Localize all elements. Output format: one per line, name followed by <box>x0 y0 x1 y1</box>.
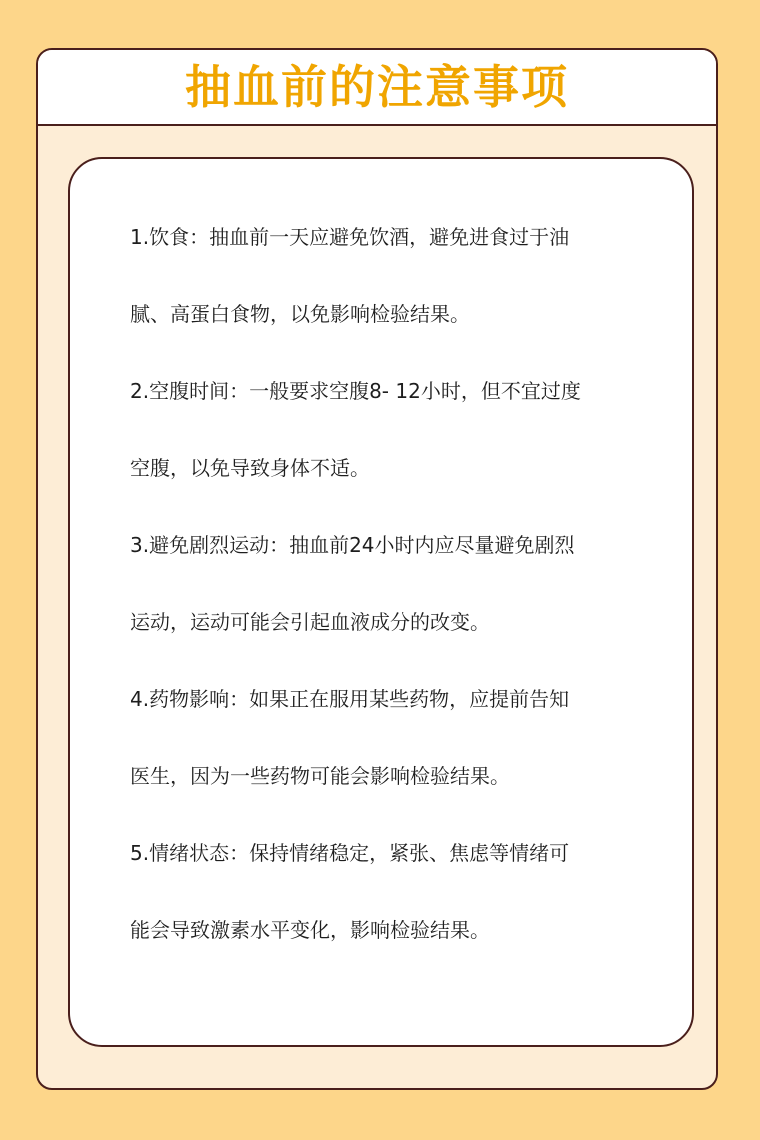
outer-card <box>36 48 718 1090</box>
note-line: 医生，因为一些药物可能会影响检验结果。 <box>130 764 510 788</box>
note-item-emotion <box>130 815 640 969</box>
note-item-medication <box>130 661 640 815</box>
note-line: 运动，运动可能会引起血液成分的改变。 <box>130 610 490 634</box>
page-title: 抽血前的注意事项 <box>185 60 569 114</box>
note-line: 3.避免剧烈运动：抽血前24小时内应尽量避免剧烈 <box>130 533 575 557</box>
note-item-fasting <box>130 353 640 507</box>
note-line: 4.药物影响：如果正在服用某些药物，应提前告知 <box>130 687 570 711</box>
notes-list <box>130 199 640 969</box>
title-bar <box>38 50 716 126</box>
note-item-diet <box>130 199 640 353</box>
note-line: 1.饮食：抽血前一天应避免饮酒，避免进食过于油 <box>130 225 570 249</box>
note-line: 空腹，以免导致身体不适。 <box>130 456 370 480</box>
note-line: 腻、高蛋白食物，以免影响检验结果。 <box>130 302 470 326</box>
note-line: 能会导致激素水平变化，影响检验结果。 <box>130 918 490 942</box>
note-item-exercise <box>130 507 640 661</box>
notes-card <box>68 157 694 1047</box>
note-line: 2.空腹时间：一般要求空腹8- 12小时，但不宜过度 <box>130 379 581 403</box>
note-line: 5.情绪状态：保持情绪稳定，紧张、焦虑等情绪可 <box>130 841 570 865</box>
